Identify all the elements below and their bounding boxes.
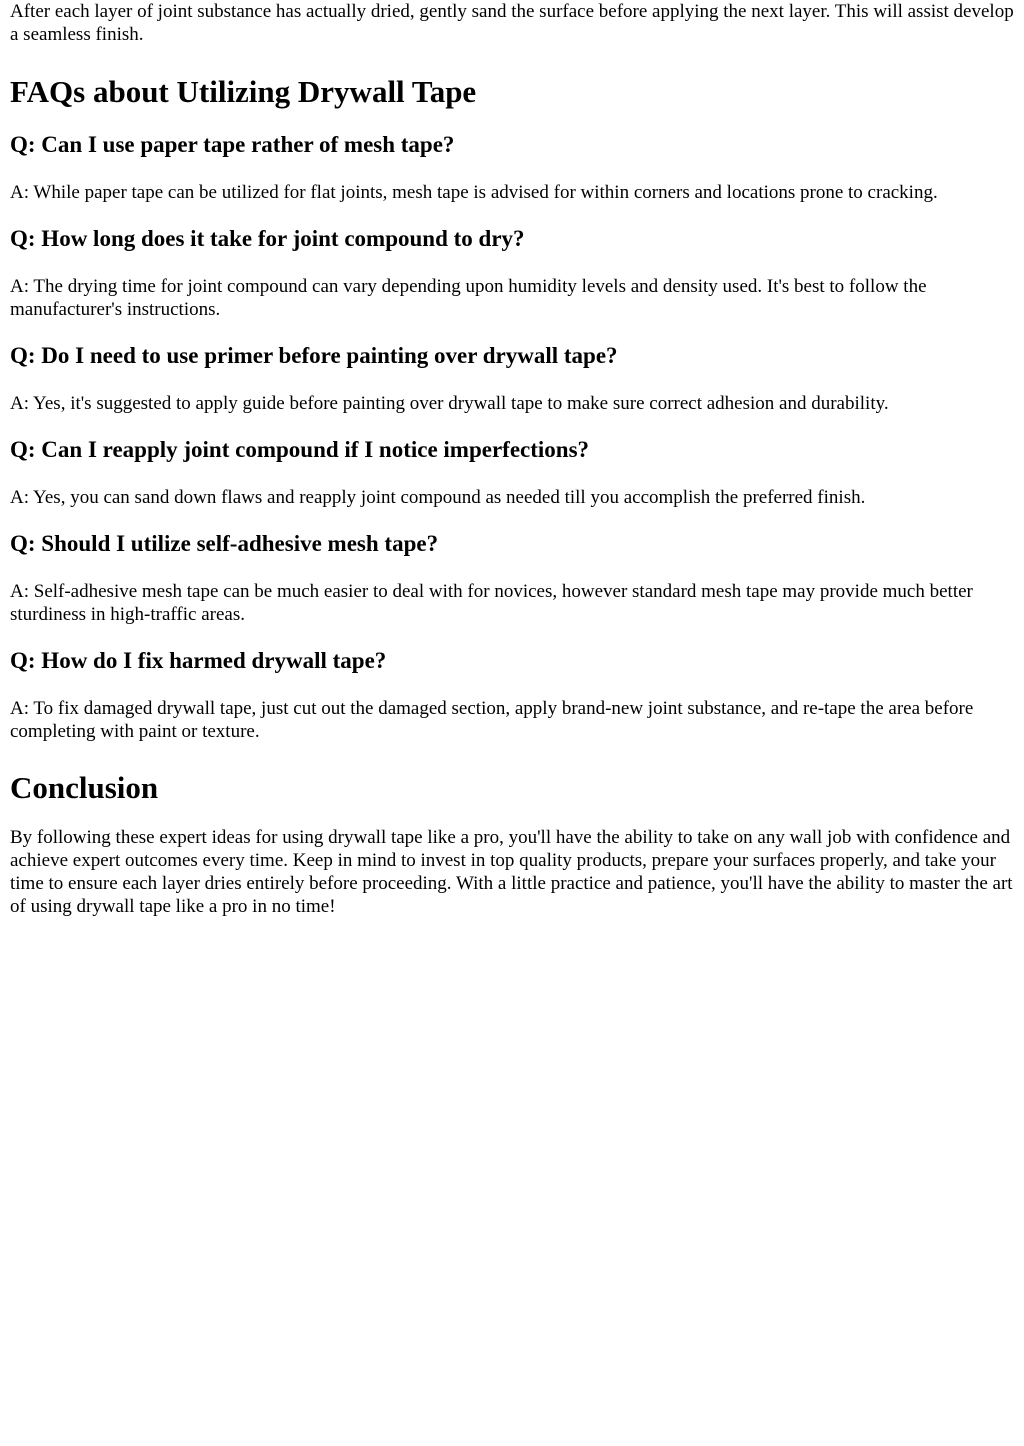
faq-item [10, 436, 1014, 509]
faq-question: Q: Do I need to use primer before painting over drywall tape? [10, 343, 618, 368]
faq-question: Q: How long does it take for joint compound to dry? [10, 226, 525, 251]
faq-heading: FAQs about Utilizing Drywall Tape [10, 74, 477, 109]
faq-question: Q: Should I utilize self-adhesive mesh tape? [10, 531, 439, 556]
faq-answer: A: While paper tape can be utilized for flat joints, mesh tape is advised for within corners and locations prone to cracking. [10, 182, 938, 203]
faq-question: Q: How do I fix harmed drywall tape? [10, 648, 387, 673]
conclusion-paragraph: By following these expert ideas for using drywall tape like a pro, you'll have the ability to take on any wall job with confidence and achieve expert outcomes every time. Keep in mind to invest in top quality products, prepare your surfaces properly, and take your time to ensure each layer dries entirely before proceeding. With a little practice and patience, you'll have the ability to master the art of using drywall tape like a pro in no time! [10, 827, 1013, 917]
faq-item [10, 530, 1014, 626]
intro-paragraph: After each layer of joint substance has actually dried, gently sand the surface before applying the next layer. This will assist develop a seamless finish. [10, 1, 1014, 45]
faq-answer: A: Yes, it's suggested to apply guide before painting over drywall tape to make sure correct adhesion and durability. [10, 393, 889, 414]
faq-answer: A: The drying time for joint compound can vary depending upon humidity levels and density used. It's best to follow the manufacturer's instructions. [10, 276, 927, 320]
faq-answer: A: Yes, you can sand down flaws and reapply joint compound as needed till you accomplish the preferred finish. [10, 487, 866, 508]
faq-question: Q: Can I use paper tape rather of mesh tape? [10, 132, 455, 157]
faq-item [10, 647, 1014, 743]
faq-answer: A: To fix damaged drywall tape, just cut out the damaged section, apply brand-new joint substance, and re-tape the area before completing with paint or texture. [10, 698, 974, 742]
faq-item [10, 342, 1014, 415]
conclusion-heading: Conclusion [10, 770, 159, 805]
faq-question: Q: Can I reapply joint compound if I notice imperfections? [10, 437, 590, 462]
faq-item [10, 225, 1014, 321]
faq-answer: A: Self-adhesive mesh tape can be much easier to deal with for novices, however standard mesh tape may provide much better sturdiness in high-traffic areas. [10, 581, 973, 625]
faq-item [10, 131, 1014, 204]
